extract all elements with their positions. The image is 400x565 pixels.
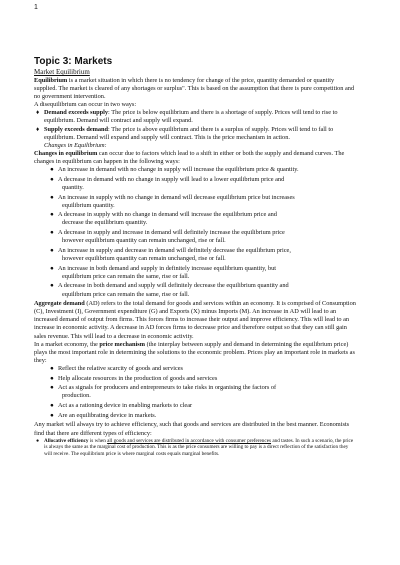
- list-item: ♦ Supply exceeds demand: The price is above equilibrium and there is a surplus of supply. Prices will tend to fall to equilibrium. Demand will expand and supply will contract. This is the price mechanism in action.: [36, 125, 334, 141]
- aggregate-demand-paragraph: Aggregate demand (AD) refers to the total demand for goods and services within an economy. It is comprised of Consumption (C), Investment (I), Government expenditure (G) and Exports (X) minus Imports (M). An increase in AD will lead to an increased demand of output from firms. This forces firms to increase their output and improve efficiency. This will lead to an increase in economic activity. A decrease in AD forces firms to decrease price and therefore output so that they can still gain sales revenue. This will lead to a decrease in economic activity.: [34, 300, 356, 340]
- list-item: ● Help allocate resources in the production of goods and services: [50, 374, 218, 382]
- bullet-icon: ●: [50, 364, 54, 372]
- disequilibrium-intro: A disequilibrium can occur in two ways:: [34, 101, 137, 109]
- changes-heading: Changes in Equilibrium:: [44, 141, 107, 149]
- document-content: [34, 56, 356, 457]
- equilibrium-paragraph: Equilibrium is a market situation in which there is no tendency for change of the price, quantity demanded or quantity supplied. The market is cleared of any shortages or surplus". This is based on the assumption that there is pure competition and no government intervention.: [34, 77, 355, 101]
- section-subtitle: Market Equilibrium: [34, 68, 90, 76]
- list-item: ● Allocative efficiency is when all goods and services are distributed in accordance with consumer preferences and tastes. In such a scenario, the price is always the same as the marginal cost of production. This is as the price consumers are willing to pay is a direct reflection of the satisfaction they will receive. The equilibrium price is where marginal costs equals marginal benefits.: [36, 437, 354, 457]
- list-item: ● Act as a rationing device in enabling markets to clear: [50, 402, 193, 410]
- list-item: ● Are an equilibrating device in markets.: [50, 411, 157, 419]
- bullet-icon: ●: [50, 166, 54, 174]
- bullet-icon: ♦: [36, 125, 40, 133]
- page-title: Topic 3: Markets: [34, 56, 113, 67]
- list-item: ● A decrease in both demand and supply will definitely decrease the equilibrium quantity and equilibrium price can remain the same, rise or fall.: [50, 282, 289, 298]
- bullet-icon: ●: [50, 175, 54, 183]
- list-item: ● An increase in supply and decrease in demand will definitely decrease the equilibrium price, however equilibrium quantity can remain unchanged, rise or fall.: [50, 246, 291, 262]
- bullet-icon: ●: [50, 402, 54, 410]
- bullet-icon: ●: [50, 264, 54, 272]
- bullet-icon: ●: [50, 246, 54, 254]
- bullet-icon: ●: [50, 384, 54, 392]
- list-item: ● An increase in supply with no change in demand will decrease equilibrium price but increases equilibrium quantity.: [50, 193, 295, 209]
- bullet-icon: ●: [50, 193, 54, 201]
- list-item: ● An increase in both demand and supply in definitely increase equilibrium quantity, but equilibrium price can remain the same, rise or fall.: [50, 264, 277, 280]
- bullet-icon: ●: [50, 229, 54, 237]
- list-item: ● Act as signals for producers and entrepreneurs to take risks in organising the factors of production.: [50, 384, 277, 400]
- bullet-icon: ●: [36, 437, 40, 444]
- changes-paragraph: Changes in equilibrium can occur due to factors which lead to a shift in either or both the supply and demand curves. The changes in equilibrium can happen in the following ways:: [34, 149, 345, 165]
- list-item: ● An increase in demand with no change in supply will increase the equilibrium price & quantity.: [50, 166, 299, 174]
- price-mechanism-paragraph: In a market economy, the price mechanism (the interplay between supply and demand in determining the equilibrium price) plays the most important role in determining the solutions to the economic problem. Prices play an important role in markets as they:: [34, 340, 355, 364]
- bullet-icon: ●: [50, 282, 54, 290]
- bullet-icon: ●: [50, 374, 54, 382]
- page-number: 1: [34, 4, 38, 11]
- bullet-icon: ●: [50, 411, 54, 419]
- term-equilibrium: Equilibrium: [34, 77, 68, 84]
- list-item: ● A decrease in demand with no change in supply will lead to a lower equilibrium price and quantity.: [50, 175, 285, 191]
- bullet-icon: ●: [50, 211, 54, 219]
- list-item: ● A decrease in supply with no change in demand will increase the equilibrium price and decrease the equilibrium quantity.: [50, 211, 277, 227]
- bullet-icon: ♦: [36, 109, 40, 117]
- efficiency-paragraph: Any market will always try to achieve efficiency, such that goods and services are distributed in the best manner. Economists find that there are different types of efficiency:: [34, 421, 350, 437]
- list-item: ● A decrease in supply and increase in demand will definitely increase the equilibrium price however equilibrium quantity can remain unchanged, rise or fall.: [50, 229, 285, 245]
- list-item: ♦ Demand exceeds supply: The price is below equilibrium and there is a shortage of supply. Prices will tend to rise to equilibrium. Demand will contract and supply will expand.: [36, 109, 338, 125]
- list-item: ● Reflect the relative scarcity of goods and services: [50, 364, 184, 372]
